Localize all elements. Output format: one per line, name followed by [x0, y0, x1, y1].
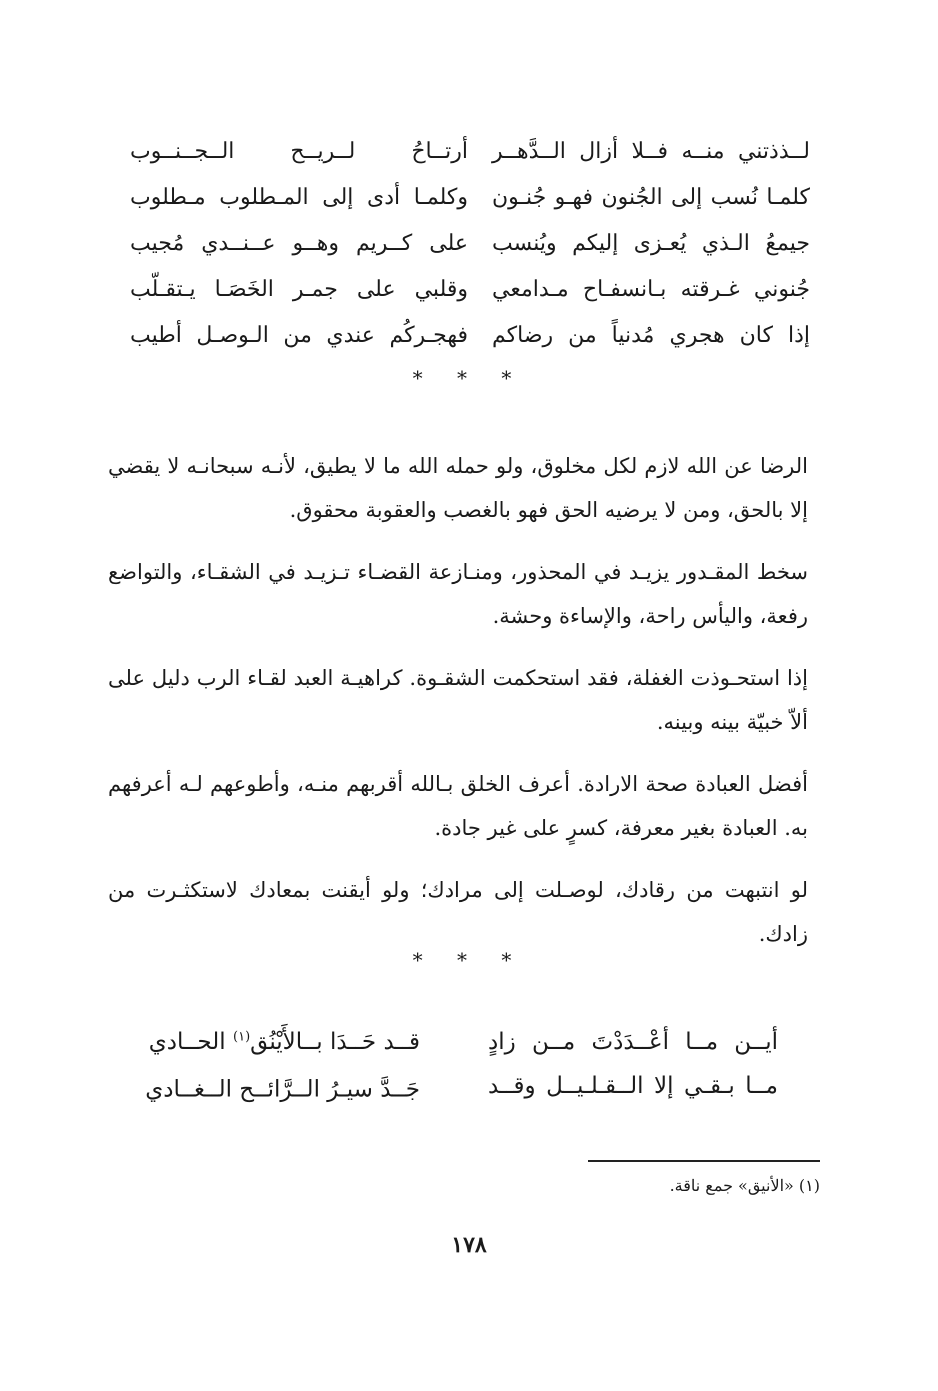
prose-section	[108, 444, 808, 974]
verse-second-hemistich: وقلبي على جمـر الخَصَـا يـتقـلّب	[130, 276, 468, 302]
verse-second-hemistich: على كــريم وهــو عــنــدي مُجيب	[130, 230, 468, 256]
footnote: (١) «الأنيق» جمع ناقة.	[669, 1176, 820, 1195]
page-number: ١٧٨	[451, 1232, 487, 1258]
poem-top	[130, 128, 810, 358]
verse-line	[130, 174, 810, 220]
footnote-divider	[588, 1160, 820, 1162]
paragraph: إذا استحـوذت الغفلة، فقد استحكمت الشقـوة. كراهيـة العبد لقـاء الرب دليل على ألاّ خبيّة بينه وبينه.	[108, 666, 808, 734]
poem-bottom	[145, 1020, 778, 1108]
footnote-marker: (١)	[233, 1029, 251, 1045]
verse-line	[130, 220, 810, 266]
verse-text: جَــدَّ سيـرُ الــرَّائــح الــغــادي	[145, 1076, 420, 1103]
verse-line	[130, 128, 810, 174]
verse-second-hemistich	[150, 1029, 420, 1055]
verse-line	[130, 312, 810, 358]
section-separator: * * *	[412, 948, 526, 972]
verse-second-hemistich: فهجـركُم عندي من الـوصـل أطيب	[130, 322, 468, 348]
verse-line	[130, 266, 810, 312]
verse-line	[145, 1064, 778, 1108]
verse-first-hemistich: مــا بـقـي إلا الــقـلـيــل وقــد	[488, 1073, 778, 1099]
verse-first-hemistich: لــذذتني منــه فــلا أزال الــدَّهــر	[492, 138, 810, 164]
verse-second-hemistich: وكلمـا أدى إلى المـطلوب مـطلوب	[130, 184, 468, 210]
verse-text: الحــادي	[148, 1029, 233, 1055]
verse-first-hemistich: جُنوني غـرقته بـانسفـاح مـدامعي	[492, 276, 810, 302]
paragraph: الرضا عن الله لازم لكل مخلوق، ولو حمله الله ما لا يطيق، لأنـه سبحانـه لا يقضي إلا بالحق، ومن لا يرضيه الحق فهو بالغصب والعقوبة محقوق.	[108, 454, 808, 522]
verse-first-hemistich: أيــن مــا أعْــدَدْتَ مــن زادٍ	[488, 1029, 778, 1055]
section-separator: * * *	[412, 366, 526, 390]
verse-first-hemistich: كلمـا نُسب إلى الجُنون فهـو جُنـون	[492, 184, 810, 210]
verse-second-hemistich	[145, 1070, 420, 1103]
paragraph: لو انتبهت من رقادك، لوصـلت إلى مرادك؛ ولو أيقنت بمعادك لاستكثـرت من زادك.	[108, 878, 808, 946]
verse-second-hemistich: أرتــاحُ لــريــح الــجــنــوب	[130, 138, 468, 164]
verse-text: قــد حَــدَا بــالأَيْنُق	[250, 1029, 420, 1055]
verse-first-hemistich: جيمعُ الـذي يُعـزى إليكم ويُنسب	[492, 230, 810, 256]
verse-line	[150, 1020, 778, 1064]
paragraph: سخط المقـدور يزيـد في المحذور، ومنـازعة القضـاء تـزيـد في الشقـاء، والتواضع رفعة، واليأس راحة، والإساءة وحشة.	[108, 560, 808, 628]
verse-first-hemistich: إذا كان هجري مُدنياً من رضاكم	[492, 322, 810, 348]
paragraph: أفضل العبادة صحة الارادة. أعرف الخلق بـالله أقربهم منـه، وأطوعهم لـه أعرفهم به. العبادة بغير معرفة، كسرٍ على غير جادة.	[108, 772, 808, 840]
